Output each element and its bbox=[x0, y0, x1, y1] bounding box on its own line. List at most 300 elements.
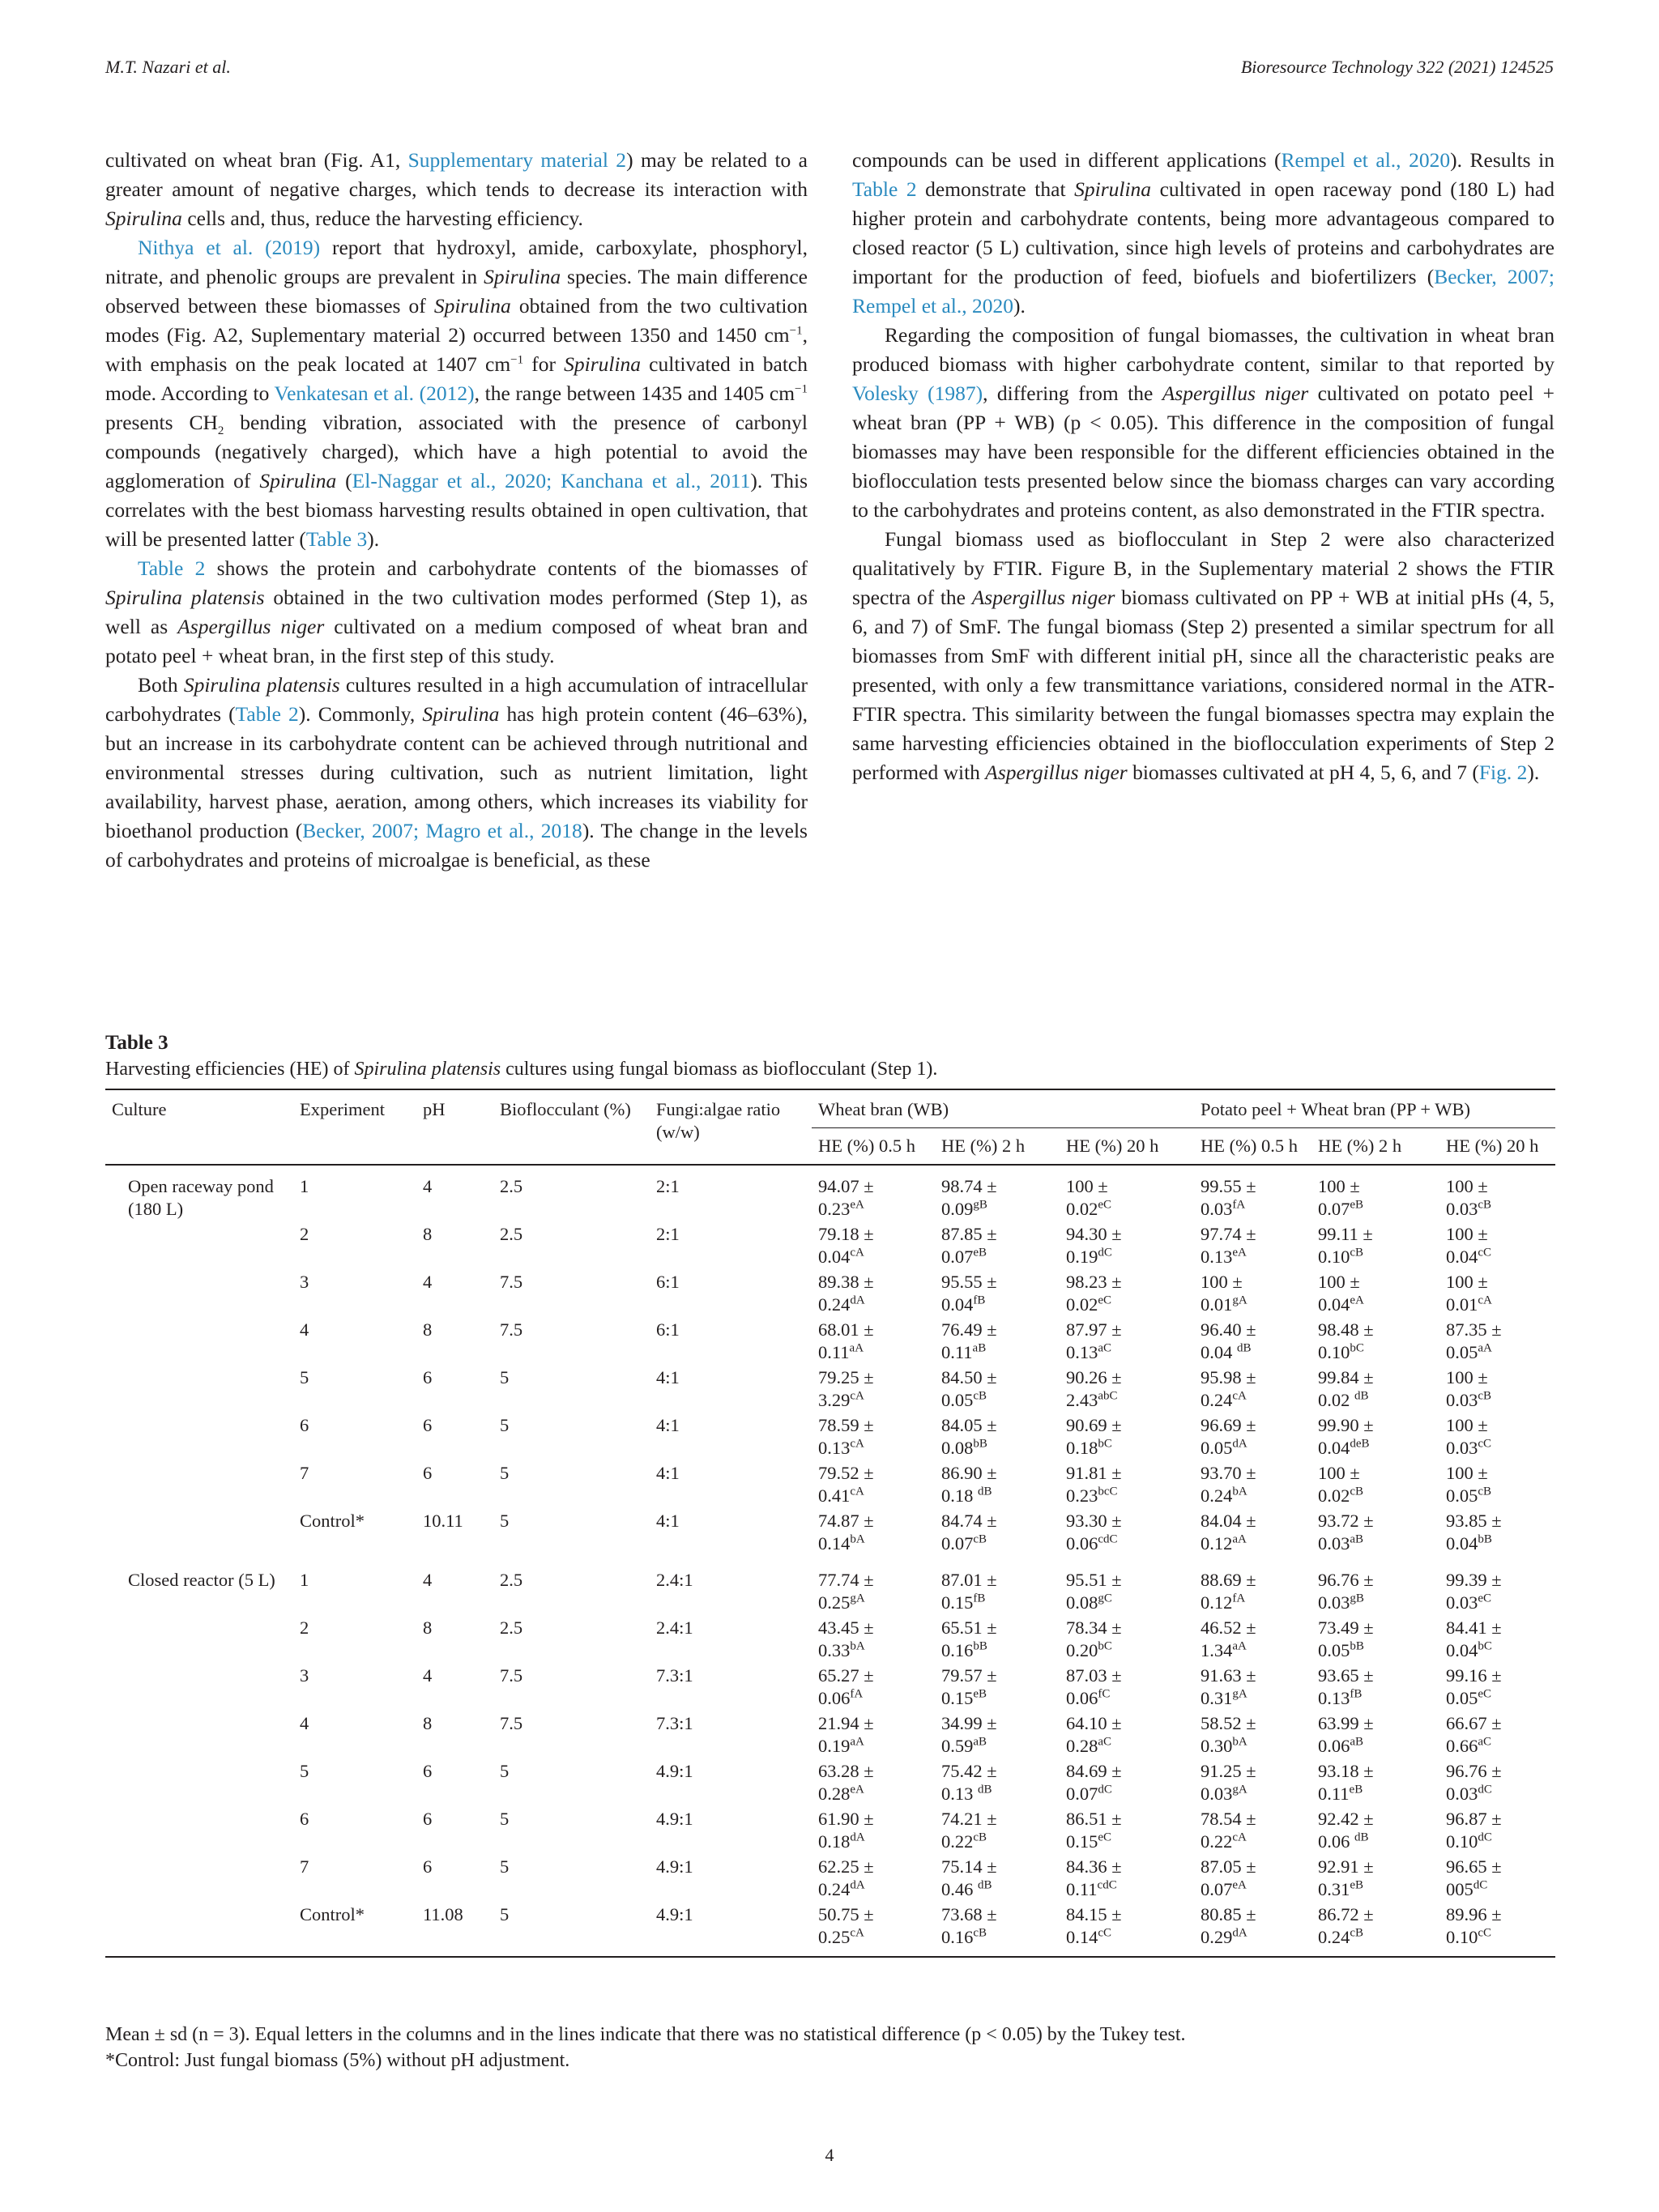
he-letters: cB bbox=[1478, 1389, 1492, 1403]
he-mean: 87.01 ± bbox=[941, 1570, 997, 1590]
he-mean: 77.74 ± bbox=[818, 1570, 874, 1590]
he-mean: 21.94 ± bbox=[818, 1713, 874, 1733]
cell-he-wb05 bbox=[812, 1760, 935, 1808]
he-sd: 0.24 bbox=[818, 1294, 851, 1315]
he-mean: 100 ± bbox=[1446, 1463, 1488, 1483]
cell-he-pp2 bbox=[1311, 1760, 1439, 1808]
table-row bbox=[105, 1223, 1555, 1271]
cell-he-pp20 bbox=[1439, 1808, 1555, 1856]
cell-he-wb20 bbox=[1060, 1617, 1186, 1664]
cell-he-wb2 bbox=[935, 1903, 1060, 1957]
he-sd: 0.28 bbox=[1066, 1736, 1098, 1756]
he-sd: 0.10 bbox=[1318, 1342, 1350, 1362]
he-mean: 61.90 ± bbox=[818, 1809, 874, 1829]
table-row bbox=[105, 1558, 1555, 1617]
he-mean: 96.76 ± bbox=[1318, 1570, 1374, 1590]
cell-he-wb05 bbox=[812, 1808, 935, 1856]
table-row bbox=[105, 1617, 1555, 1664]
he-mean: 84.15 ± bbox=[1066, 1904, 1122, 1924]
cell-bioflocculant: 5 bbox=[493, 1903, 650, 1957]
cell-experiment: 5 bbox=[300, 1761, 309, 1781]
he-letters: gA bbox=[1232, 1294, 1247, 1307]
he-letters: eB bbox=[1350, 1878, 1364, 1892]
he-letters: dA bbox=[1232, 1437, 1247, 1451]
cell-ph: 6 bbox=[423, 1415, 433, 1435]
he-sd: 0.28 bbox=[818, 1784, 851, 1804]
he-letters: eB bbox=[1349, 1783, 1363, 1796]
he-mean: 74.87 ± bbox=[818, 1511, 874, 1531]
cell-he-wb2 bbox=[935, 1462, 1060, 1510]
cell-he-wb05 bbox=[812, 1510, 935, 1558]
body-column-left bbox=[105, 146, 808, 875]
he-sd: 0.14 bbox=[1066, 1927, 1098, 1947]
table-3 bbox=[105, 1030, 1555, 1958]
he-mean: 96.76 ± bbox=[1446, 1761, 1502, 1781]
he-sd: 0.23 bbox=[818, 1199, 851, 1219]
he-letters: cC bbox=[1098, 1926, 1112, 1940]
cell-ratio: 6:1 bbox=[656, 1272, 680, 1292]
cell-he-pp20 bbox=[1439, 1414, 1555, 1462]
he-mean: 84.74 ± bbox=[941, 1511, 997, 1531]
link-table[interactable]: Table 3 bbox=[305, 527, 368, 551]
cell-ph: 6 bbox=[423, 1856, 433, 1877]
he-letters: cB bbox=[973, 1926, 987, 1940]
he-letters: aC bbox=[1098, 1341, 1112, 1355]
cell-he-pp20 bbox=[1439, 1271, 1555, 1319]
he-sd: 0.03 bbox=[1318, 1592, 1350, 1613]
he-sd: 0.18 bbox=[818, 1831, 851, 1852]
he-mean: 92.91 ± bbox=[1318, 1856, 1374, 1877]
cell-he-wb2 bbox=[935, 1319, 1060, 1366]
he-mean: 84.36 ± bbox=[1066, 1856, 1122, 1877]
cell-he-pp20 bbox=[1439, 1223, 1555, 1271]
col-header-pp-he-05h: HE (%) 0.5 h bbox=[1186, 1128, 1311, 1166]
he-sd: 0.05 bbox=[1446, 1485, 1478, 1506]
cell-he-pp20 bbox=[1439, 1558, 1555, 1617]
col-header-ph: pH bbox=[416, 1089, 493, 1165]
he-mean: 99.55 ± bbox=[1201, 1176, 1256, 1196]
cell-experiment: Control* bbox=[293, 1903, 416, 1957]
he-mean: 96.65 ± bbox=[1446, 1856, 1502, 1877]
he-sd: 0.24 bbox=[1318, 1927, 1350, 1947]
cell-he-wb05 bbox=[812, 1664, 935, 1712]
cell-he-pp2 bbox=[1311, 1903, 1439, 1957]
cell-he-pp2 bbox=[1311, 1271, 1439, 1319]
he-letters: dA bbox=[850, 1831, 865, 1844]
cell-he-wb2 bbox=[935, 1223, 1060, 1271]
cell-ratio: 4:1 bbox=[656, 1511, 680, 1531]
cell-he-pp2 bbox=[1311, 1558, 1439, 1617]
cell-bioflocculant: 5 bbox=[500, 1463, 510, 1483]
cell-bioflocculant: 7.5 bbox=[500, 1272, 523, 1292]
table-row bbox=[105, 1271, 1555, 1319]
he-letters: dC bbox=[1098, 1783, 1112, 1796]
cell-culture bbox=[105, 1712, 293, 1760]
he-letters: deB bbox=[1350, 1437, 1370, 1451]
cell-ratio: 2.4:1 bbox=[656, 1617, 693, 1638]
he-mean: 87.85 ± bbox=[941, 1224, 997, 1244]
table-row bbox=[105, 1712, 1555, 1760]
he-letters: dC bbox=[1478, 1783, 1492, 1796]
cell-he-wb05 bbox=[812, 1903, 935, 1957]
he-mean: 65.27 ± bbox=[818, 1665, 874, 1686]
he-letters: dA bbox=[850, 1878, 865, 1892]
he-sd: 0.59 bbox=[941, 1736, 974, 1756]
col-header-pp-he-2h: HE (%) 2 h bbox=[1311, 1128, 1439, 1166]
he-letters: dA bbox=[1232, 1926, 1247, 1940]
cell-he-pp2 bbox=[1311, 1617, 1439, 1664]
link-citation[interactable]: Nithya et al. (2019) bbox=[138, 236, 321, 259]
link-citation[interactable]: Becker, 2007; Rempel et al., 2020 bbox=[852, 265, 1555, 318]
he-mean: 76.49 ± bbox=[941, 1319, 997, 1340]
cell-he-pp05 bbox=[1186, 1366, 1311, 1414]
cell-ph: 6 bbox=[423, 1809, 433, 1829]
he-mean: 93.30 ± bbox=[1066, 1511, 1122, 1531]
table-row bbox=[105, 1414, 1555, 1462]
he-sd: 0.66 bbox=[1446, 1736, 1478, 1756]
he-sd: 0.02 bbox=[1066, 1199, 1098, 1219]
he-letters: bA bbox=[1232, 1485, 1247, 1498]
he-letters: cA bbox=[850, 1926, 864, 1940]
paragraph: cultivated on wheat bran (Fig. A1, Supplementary material 2) may be related to a greater amount of negative charges, which tends to decrease its interaction with Spirulina cells and, thus, reduce the harvesting efficiency. bbox=[105, 148, 808, 230]
he-letters: eA bbox=[1232, 1878, 1247, 1892]
link-citation[interactable]: Volesky (1987) bbox=[852, 381, 983, 405]
cell-he-pp05 bbox=[1186, 1510, 1311, 1558]
cell-he-wb05 bbox=[812, 1856, 935, 1903]
he-letters: eA bbox=[850, 1783, 864, 1796]
he-sd: 0.46 bbox=[941, 1879, 978, 1899]
cell-he-wb2 bbox=[935, 1664, 1060, 1712]
cell-he-wb20 bbox=[1060, 1462, 1186, 1510]
col-header-experiment: Experiment bbox=[293, 1089, 416, 1165]
table-row bbox=[105, 1366, 1555, 1414]
table-row bbox=[105, 1903, 1555, 1957]
he-sd: 0.15 bbox=[941, 1688, 974, 1708]
cell-he-wb05 bbox=[812, 1319, 935, 1366]
cell-he-wb05 bbox=[812, 1366, 935, 1414]
cell-experiment: 6 bbox=[300, 1415, 309, 1435]
cell-ph: 8 bbox=[423, 1617, 433, 1638]
he-letters: fA bbox=[1232, 1198, 1246, 1212]
he-letters: cA bbox=[1232, 1831, 1247, 1844]
he-letters: aB bbox=[1350, 1532, 1364, 1546]
cell-he-wb2 bbox=[935, 1366, 1060, 1414]
he-sd: 0.06 bbox=[1318, 1736, 1350, 1756]
table-row bbox=[105, 1760, 1555, 1808]
cell-he-wb05 bbox=[812, 1223, 935, 1271]
he-mean: 99.39 ± bbox=[1446, 1570, 1502, 1590]
he-sd: 0.06 bbox=[818, 1688, 851, 1708]
cell-he-pp2 bbox=[1311, 1366, 1439, 1414]
he-mean: 86.51 ± bbox=[1066, 1809, 1122, 1829]
cell-bioflocculant: 7.5 bbox=[500, 1713, 523, 1733]
table-row bbox=[105, 1808, 1555, 1856]
he-letters: bA bbox=[850, 1639, 865, 1653]
cell-he-wb2 bbox=[935, 1617, 1060, 1664]
cell-he-pp2 bbox=[1311, 1319, 1439, 1366]
he-mean: 74.21 ± bbox=[941, 1809, 997, 1829]
cell-culture bbox=[105, 1271, 293, 1319]
he-sd: 0.11 bbox=[941, 1342, 973, 1362]
he-mean: 63.99 ± bbox=[1318, 1713, 1374, 1733]
he-letters: aA bbox=[1232, 1639, 1247, 1653]
cell-ph: 8 bbox=[423, 1224, 433, 1244]
he-sd: 0.15 bbox=[1066, 1831, 1098, 1852]
table-row bbox=[105, 1510, 1555, 1558]
cell-he-pp05 bbox=[1186, 1856, 1311, 1903]
he-sd: 0.11 bbox=[1066, 1879, 1098, 1899]
he-letters: bA bbox=[850, 1532, 865, 1546]
he-mean: 87.05 ± bbox=[1201, 1856, 1256, 1877]
he-letters: abC bbox=[1098, 1389, 1118, 1403]
cell-he-wb20 bbox=[1060, 1165, 1186, 1223]
cell-bioflocculant: 2.5 bbox=[500, 1176, 523, 1196]
cell-culture: Open raceway pond (180 L) bbox=[128, 1176, 274, 1219]
cell-experiment: 6 bbox=[300, 1809, 309, 1829]
cell-culture bbox=[105, 1366, 293, 1414]
he-mean: 93.70 ± bbox=[1201, 1463, 1256, 1483]
he-sd: 0.03 bbox=[1201, 1784, 1233, 1804]
col-header-wb-he-2h: HE (%) 2 h bbox=[935, 1128, 1060, 1166]
he-sd: 0.01 bbox=[1446, 1294, 1478, 1315]
he-mean: 78.59 ± bbox=[818, 1415, 874, 1435]
link-table[interactable]: Table 2 bbox=[235, 702, 299, 726]
cell-ph: 6 bbox=[423, 1761, 433, 1781]
cell-bioflocculant: 7.5 bbox=[500, 1665, 523, 1686]
cell-he-wb05 bbox=[812, 1712, 935, 1760]
he-mean: 78.34 ± bbox=[1066, 1617, 1122, 1638]
he-mean: 98.23 ± bbox=[1066, 1272, 1122, 1292]
he-sd: 0.20 bbox=[1066, 1640, 1098, 1660]
he-mean: 93.65 ± bbox=[1318, 1665, 1374, 1686]
cell-bioflocculant: 7.5 bbox=[500, 1319, 523, 1340]
he-letters: gA bbox=[1232, 1783, 1247, 1796]
he-letters: fA bbox=[850, 1687, 864, 1701]
he-sd: 0.11 bbox=[1318, 1784, 1350, 1804]
cell-he-pp05 bbox=[1186, 1319, 1311, 1366]
he-sd: 0.05 bbox=[1446, 1688, 1478, 1708]
he-sd: 0.08 bbox=[1066, 1592, 1098, 1613]
he-sd: 0.14 bbox=[818, 1533, 851, 1554]
cell-ph: 8 bbox=[423, 1713, 433, 1733]
he-sd: 0.07 bbox=[941, 1247, 974, 1267]
cell-culture bbox=[105, 1664, 293, 1712]
he-sd: 0.06 bbox=[1066, 1688, 1098, 1708]
he-sd: 0.03 bbox=[1446, 1438, 1478, 1458]
he-mean: 100 ± bbox=[1318, 1463, 1360, 1483]
he-mean: 84.04 ± bbox=[1201, 1511, 1256, 1531]
he-mean: 73.68 ± bbox=[941, 1904, 997, 1924]
he-sd: 0.31 bbox=[1201, 1688, 1233, 1708]
he-sd: 0.16 bbox=[941, 1640, 974, 1660]
col-group-potato-peel-wheat-bran: Potato peel + Wheat bran (PP + WB) bbox=[1186, 1089, 1555, 1128]
cell-he-pp20 bbox=[1439, 1462, 1555, 1510]
he-mean: 93.72 ± bbox=[1318, 1511, 1374, 1531]
he-letters: gB bbox=[973, 1198, 987, 1212]
cell-experiment: 1 bbox=[300, 1176, 309, 1196]
page-number: 4 bbox=[825, 2145, 834, 2165]
he-letters: fA bbox=[1232, 1592, 1246, 1605]
he-sd: 0.25 bbox=[818, 1592, 851, 1613]
he-letters: aA bbox=[850, 1735, 864, 1749]
cell-bioflocculant: 5 bbox=[500, 1761, 510, 1781]
cell-he-wb05 bbox=[812, 1462, 935, 1510]
he-letters: bA bbox=[1232, 1735, 1247, 1749]
link-table[interactable]: Table 2 bbox=[852, 177, 917, 201]
link-citation[interactable]: El-Naggar et al., 2020; Kanchana et al., 2011 bbox=[352, 469, 751, 492]
he-letters: cB bbox=[973, 1389, 987, 1403]
he-letters: bC bbox=[1098, 1437, 1112, 1451]
cell-he-pp20 bbox=[1439, 1617, 1555, 1664]
he-mean: 79.52 ± bbox=[818, 1463, 874, 1483]
cell-he-pp05 bbox=[1186, 1903, 1311, 1957]
link-table[interactable]: Table 2 bbox=[138, 556, 206, 580]
he-sd: 0.24 bbox=[818, 1879, 851, 1899]
cell-ph: 6 bbox=[423, 1463, 433, 1483]
cell-he-wb20 bbox=[1060, 1712, 1186, 1760]
link-supplementary[interactable]: Supplementary material 2 bbox=[407, 148, 627, 172]
cell-ratio: 4.9:1 bbox=[656, 1761, 693, 1781]
cell-ratio: 4:1 bbox=[656, 1463, 680, 1483]
he-sd: 0.05 bbox=[941, 1390, 974, 1410]
col-header-pp-he-20h: HE (%) 20 h bbox=[1439, 1128, 1555, 1166]
cell-experiment: 2 bbox=[300, 1617, 309, 1638]
link-figure[interactable]: Fig. 2 bbox=[1478, 761, 1528, 784]
cell-bioflocculant: 5 bbox=[500, 1809, 510, 1829]
he-letters: fB bbox=[1350, 1687, 1363, 1701]
he-sd: 0.22 bbox=[941, 1831, 974, 1852]
he-mean: 96.69 ± bbox=[1201, 1415, 1256, 1435]
he-letters: dB bbox=[1354, 1389, 1369, 1403]
he-sd: 0.01 bbox=[1201, 1294, 1233, 1315]
cell-he-pp05 bbox=[1186, 1165, 1311, 1223]
he-letters: dB bbox=[978, 1878, 992, 1892]
he-letters: aB bbox=[973, 1735, 987, 1749]
he-mean: 95.51 ± bbox=[1066, 1570, 1122, 1590]
cell-experiment: 1 bbox=[300, 1570, 309, 1590]
he-mean: 100 ± bbox=[1446, 1415, 1488, 1435]
table-body bbox=[105, 1165, 1555, 1957]
he-mean: 100 ± bbox=[1318, 1272, 1360, 1292]
he-sd: 005 bbox=[1446, 1879, 1473, 1899]
he-sd: 0.16 bbox=[941, 1927, 974, 1947]
cell-he-wb20 bbox=[1060, 1808, 1186, 1856]
he-letters: dC bbox=[1478, 1831, 1492, 1844]
he-letters: aA bbox=[1232, 1532, 1247, 1546]
cell-he-pp20 bbox=[1439, 1366, 1555, 1414]
he-letters: bB bbox=[973, 1437, 987, 1451]
body-column-right bbox=[852, 146, 1555, 787]
running-header-journal: Bioresource Technology 322 (2021) 124525 bbox=[1240, 57, 1554, 77]
table-footnote-stats: Mean ± sd (n = 3). Equal letters in the columns and in the lines indicate that there was no statistical difference (p < 0.05) by the Tukey test. bbox=[105, 2024, 1186, 2045]
cell-he-pp05 bbox=[1186, 1271, 1311, 1319]
he-mean: 100 ± bbox=[1066, 1176, 1108, 1196]
he-sd: 0.04 bbox=[941, 1294, 974, 1315]
cell-he-pp05 bbox=[1186, 1760, 1311, 1808]
cell-ph: 8 bbox=[423, 1319, 433, 1340]
he-letters: cA bbox=[1232, 1389, 1247, 1403]
he-letters: dB bbox=[978, 1783, 992, 1796]
he-sd: 0.09 bbox=[941, 1199, 974, 1219]
cell-bioflocculant: 2.5 bbox=[500, 1617, 523, 1638]
cell-experiment: 3 bbox=[300, 1272, 309, 1292]
he-letters: dB bbox=[1354, 1831, 1369, 1844]
paragraph: Table 2 shows the protein and carbohydrate contents of the biomasses of Spirulina platensis obtained in the two cultivation modes performed (Step 1), as well as Aspergillus niger cultivated on a medium composed of wheat bran and potato peel + wheat bran, in the first step of this study. bbox=[105, 556, 808, 667]
cell-ratio: 2.4:1 bbox=[656, 1570, 693, 1590]
paragraph: Nithya et al. (2019) report that hydroxyl, amide, carboxylate, phosphoryl, nitrate, and phenolic groups are prevalent in Spirulina species. The main difference observed between these biomasses of Spirulina obtained from the two cultivation modes (Fig. A2, Suplementary material 2) occurred between 1350 and 1450 $cm^{-1}$, with emphasis on the peak located at 1407 $cm^{-1}$ for Spirulina cultivated in batch mode. According to Venkatesan et al. (2012), the range between 1435 and 1405 $cm^{-1}$ presents $CH_2$ bending vibration, associated with the presence of carbonyl compounds (negatively charged), which have a high potential to avoid the agglomeration of Spirulina (El-Naggar et al., 2020; Kanchana et al., 2011). This correlates with the best biomass harvesting results obtained in open cultivation, that will be presented latter (Table 3). bbox=[105, 236, 808, 551]
cell-he-wb20 bbox=[1060, 1223, 1186, 1271]
he-mean: 68.01 ± bbox=[818, 1319, 874, 1340]
he-letters: bC bbox=[1478, 1639, 1492, 1653]
he-mean: 63.28 ± bbox=[818, 1761, 874, 1781]
he-sd: 0.23 bbox=[1066, 1485, 1098, 1506]
he-mean: 94.30 ± bbox=[1066, 1224, 1122, 1244]
cell-ratio: 2:1 bbox=[656, 1176, 680, 1196]
he-mean: 93.18 ± bbox=[1318, 1761, 1374, 1781]
he-sd: 0.07 bbox=[1201, 1879, 1233, 1899]
cell-bioflocculant: 5 bbox=[500, 1367, 510, 1387]
he-letters: fB bbox=[973, 1592, 986, 1605]
link-citation[interactable]: Venkatesan et al. (2012) bbox=[274, 381, 475, 405]
he-sd: 0.05 bbox=[1318, 1640, 1350, 1660]
cell-bioflocculant: 5 bbox=[500, 1415, 510, 1435]
he-letters: dC bbox=[1098, 1246, 1112, 1259]
cell-ratio: 4:1 bbox=[656, 1367, 680, 1387]
he-letters: gA bbox=[1232, 1687, 1247, 1701]
he-sd: 1.34 bbox=[1201, 1640, 1233, 1660]
he-sd: 0.41 bbox=[818, 1485, 851, 1506]
cell-he-wb2 bbox=[935, 1414, 1060, 1462]
cell-culture bbox=[105, 1414, 293, 1462]
cell-culture bbox=[105, 1617, 293, 1664]
he-mean: 73.49 ± bbox=[1318, 1617, 1374, 1638]
cell-he-pp05 bbox=[1186, 1808, 1311, 1856]
he-mean: 90.26 ± bbox=[1066, 1367, 1122, 1387]
he-letters: eC bbox=[1478, 1687, 1492, 1701]
he-mean: 100 ± bbox=[1446, 1272, 1488, 1292]
he-letters: bC bbox=[1098, 1639, 1112, 1653]
cell-he-pp2 bbox=[1311, 1414, 1439, 1462]
cell-ratio: 7.3:1 bbox=[656, 1713, 693, 1733]
cell-he-wb20 bbox=[1060, 1319, 1186, 1366]
he-mean: 79.57 ± bbox=[941, 1665, 997, 1686]
he-sd: 0.08 bbox=[941, 1438, 974, 1458]
cell-experiment: 7 bbox=[300, 1463, 309, 1483]
he-mean: 84.05 ± bbox=[941, 1415, 997, 1435]
he-letters: cdC bbox=[1098, 1532, 1118, 1546]
he-letters: cA bbox=[850, 1485, 864, 1498]
he-letters: gA bbox=[850, 1592, 865, 1605]
he-sd: 0.03 bbox=[1446, 1390, 1478, 1410]
he-mean: 89.38 ± bbox=[818, 1272, 874, 1292]
he-sd: 0.04 bbox=[1446, 1533, 1478, 1554]
cell-he-wb2 bbox=[935, 1760, 1060, 1808]
cell-ratio: 4.9:1 bbox=[656, 1809, 693, 1829]
cell-culture: Closed reactor (5 L) bbox=[128, 1570, 275, 1590]
he-sd: 0.02 bbox=[1066, 1294, 1098, 1315]
cell-he-pp2 bbox=[1311, 1165, 1439, 1223]
he-letters: fC bbox=[1098, 1687, 1111, 1701]
he-mean: 94.07 ± bbox=[818, 1176, 874, 1196]
he-mean: 98.48 ± bbox=[1318, 1319, 1374, 1340]
he-mean: 66.67 ± bbox=[1446, 1713, 1502, 1733]
cell-he-wb20 bbox=[1060, 1510, 1186, 1558]
link-citation[interactable]: Rempel et al., 2020 bbox=[1281, 148, 1451, 172]
cell-he-pp2 bbox=[1311, 1223, 1439, 1271]
link-citation[interactable]: Becker, 2007; Magro et al., 2018 bbox=[302, 819, 582, 842]
he-letters: eC bbox=[1098, 1831, 1112, 1844]
he-letters: eB bbox=[973, 1687, 987, 1701]
